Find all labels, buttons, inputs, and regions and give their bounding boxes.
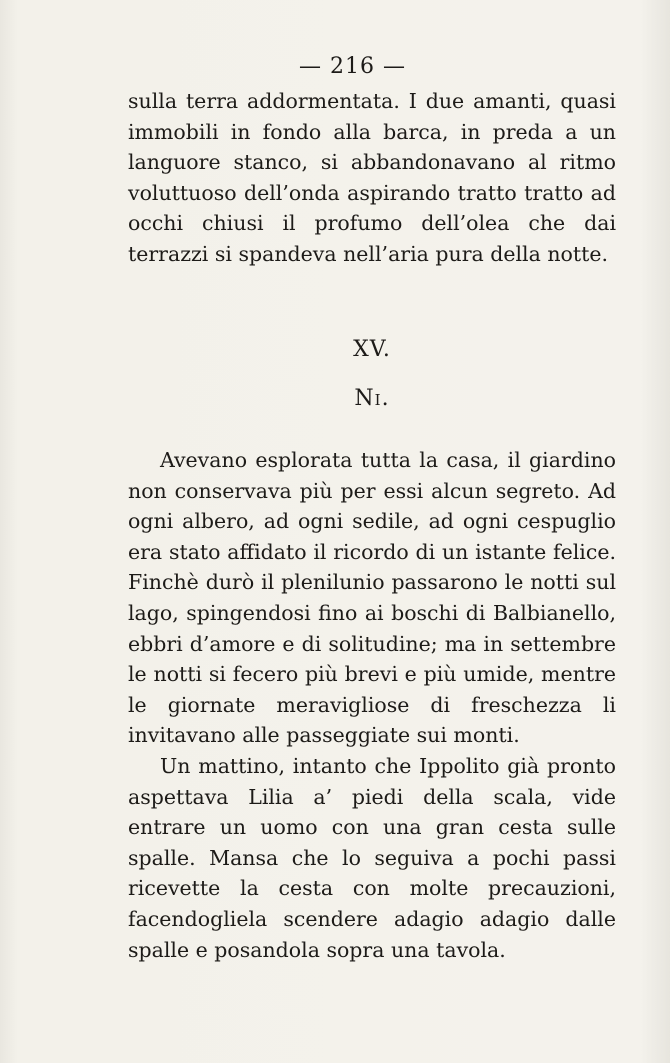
paragraph-2: Un mattino, intanto che Ippolito già pronto aspettava Lilia a’ piedi della scala, vide entrare un uomo con una gran cesta sulle spalle. Mansa che lo seguiva a pochi passi ricevette la cesta con molte precauzioni, facendogliela scendere adagio adagio dalle spalle e posandola sopra una tavola. [128,753,616,962]
chapter-number: XV. [353,337,391,362]
paragraph-1: Avevano esplorata tutta la casa, il giardino non conservava più per essi alcun segreto. Ad ogni albero, ad ogni sedile, ad ogni cespuglio era stato affidato il ricordo di un istante felice. Finchè durò il plenilunio passarono le notti sul lago, spingendosi fino ai boschi di Balbianello, ebbri d’amore e di solitudine; ma in settembre le notti si fecero più brevi e più umide, mentre le giornate meravigliose di freschezza li invitavano alle passeggiate sui monti. [128,448,616,748]
page-number: — 216 — [299,54,406,79]
opening-paragraph-block [128,86,616,270]
chapter-title: Ni. [354,386,390,411]
chapter-body [128,445,616,965]
opening-paragraph: sulla terra addormentata. I due amanti, quasi immobili in fondo alla barca, in preda a un languore stanco, si abbandonavano al ritmo voluttuoso dell’onda aspirando tratto tratto ad occhi chiusi il profumo dell’olea che dai terrazzi si spandeva nell’aria pura della notte. [128,89,616,266]
